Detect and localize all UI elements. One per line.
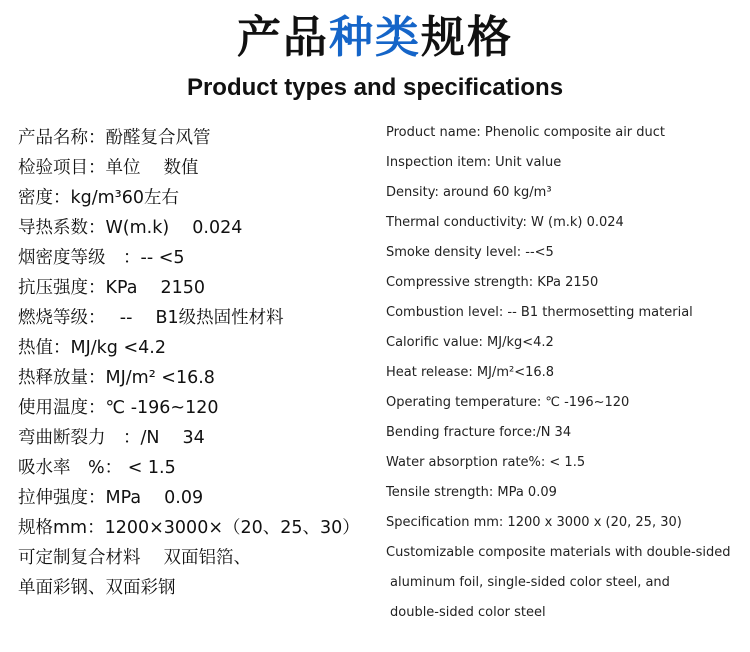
spec-line-en: aluminum foil, single-sided color steel, and [390,575,670,590]
spec-line-cn: 规格mm：1200×3000×（20、25、30） [18,518,360,538]
spec-line-en: Specification mm: 1200 x 3000 x (20, 25, 30) [386,515,682,530]
spec-line-en: Customizable composite materials with double-sided [386,545,731,560]
page-title [0,10,750,66]
spec-line-en: Heat release: MJ/m²<16.8 [386,365,555,380]
spec-line-cn: 检验项目：单位 数值 [18,158,199,178]
spec-line-cn: 燃烧等级： -- B1级热固性材料 [18,308,284,328]
spec-line-cn: 热释放量：MJ/m² <16.8 [18,368,215,388]
spec-line-cn: 烟密度等级 ：-- <5 [18,248,185,268]
spec-line-cn: 抗压强度：KPa 2150 [18,278,206,298]
spec-line-en: Calorific value: MJ/kg<4.2 [386,335,554,350]
spec-line-en: Compressive strength: KPa 2150 [386,275,599,290]
spec-line-en: Operating temperature: ℃ -196~120 [386,395,630,410]
english-spec-list [386,118,750,628]
spec-line-cn: 使用温度：℃ -196~120 [18,398,219,418]
spec-line-cn: 可定制复合材料 双面铝箔、 [18,548,252,568]
chinese-spec-list [18,123,388,603]
spec-line-cn: 拉伸强度：MPa 0.09 [18,488,204,508]
spec-line-cn: 热值：MJ/kg <4.2 [18,338,166,358]
spec-line-en: Inspection item: Unit value [386,155,562,170]
spec-line-en: Smoke density level: --<5 [386,245,554,260]
spec-line-cn: 产品名称：酚醛复合风管 [18,128,211,148]
spec-line-en: Water absorption rate%: < 1.5 [386,455,586,470]
spec-line-cn: 导热系数：W(m.k) 0.024 [18,218,243,238]
title-part-2-highlight: 种类 [329,12,421,63]
spec-line-en: Thermal conductivity: W (m.k) 0.024 [386,215,624,230]
spec-line-cn: 弯曲断裂力 ：/N 34 [18,428,205,448]
spec-line-en: Tensile strength: MPa 0.09 [386,485,557,500]
spec-line-en: Bending fracture force:/N 34 [386,425,572,440]
spec-line-en: Product name: Phenolic composite air duct [386,125,666,140]
spec-line-en: Combustion level: -- B1 thermosetting material [386,305,693,320]
title-part-3: 规格 [421,12,513,63]
spec-line-cn: 密度：kg/m³60左右 [18,188,179,208]
spec-line-en: double-sided color steel [390,605,546,620]
page-subtitle: Product types and specifications [186,74,564,101]
spec-line-cn: 单面彩钢、双面彩钢 [18,578,176,598]
spec-line-cn: 吸水率 %： < 1.5 [18,458,176,478]
spec-line-en: Density: around 60 kg/m³ [386,185,552,200]
title-part-1: 产品 [237,12,329,63]
